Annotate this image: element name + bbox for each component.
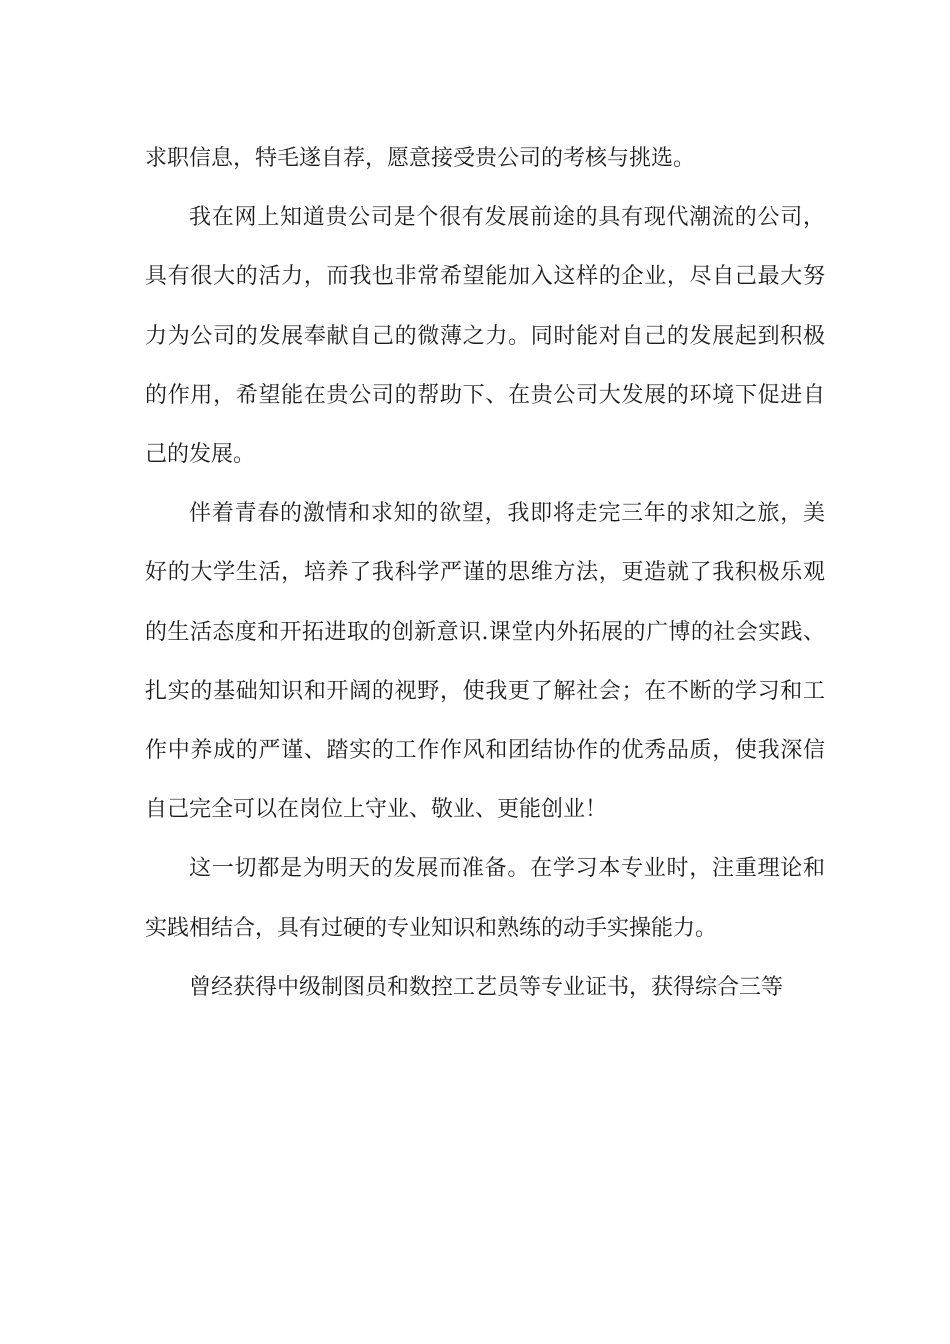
paragraph-4: 这一切都是为明天的发展而准备。在学习本专业时，注重理论和实践相结合，具有过硬的专业知识和熟练的动手实操能力。 xyxy=(145,856,825,941)
paragraph-1: 求职信息，特毛遂自荐，愿意接受贵公司的考核与挑选。 xyxy=(145,146,696,171)
paragraph-5: 曾经获得中级制图员和数控工艺员等专业证书，获得综合三等 xyxy=(189,974,784,1000)
paragraph-2: 我在网上知道贵公司是个很有发展前途的具有现代潮流的公司，具有很大的活力，而我也非常希望能加入这样的企业，尽自己最大努力为公司的发展奉献自己的微薄之力。同时能对自己的发展起到积极的作用，希望能在贵公司的帮助下、在贵公司大发展的环境下促进自己的发展。 xyxy=(145,205,825,468)
paragraph-3: 伴着青春的激情和求知的欲望，我即将走完三年的求知之旅，美好的大学生活，培养了我科学严谨的思维方法，更造就了我积极乐观的生活态度和开拓进取的创新意识.课堂内外拓展的广博的社会实践、扎实的基础知识和开阔的视野，使我更了解社会；在不断的学习和工作中养成的严谨、踏实的工作作风和团结协作的优秀品质，使我深信自己完全可以在岗位上守业、敬业、更能创业！ xyxy=(145,501,825,823)
document-body xyxy=(145,129,825,1017)
